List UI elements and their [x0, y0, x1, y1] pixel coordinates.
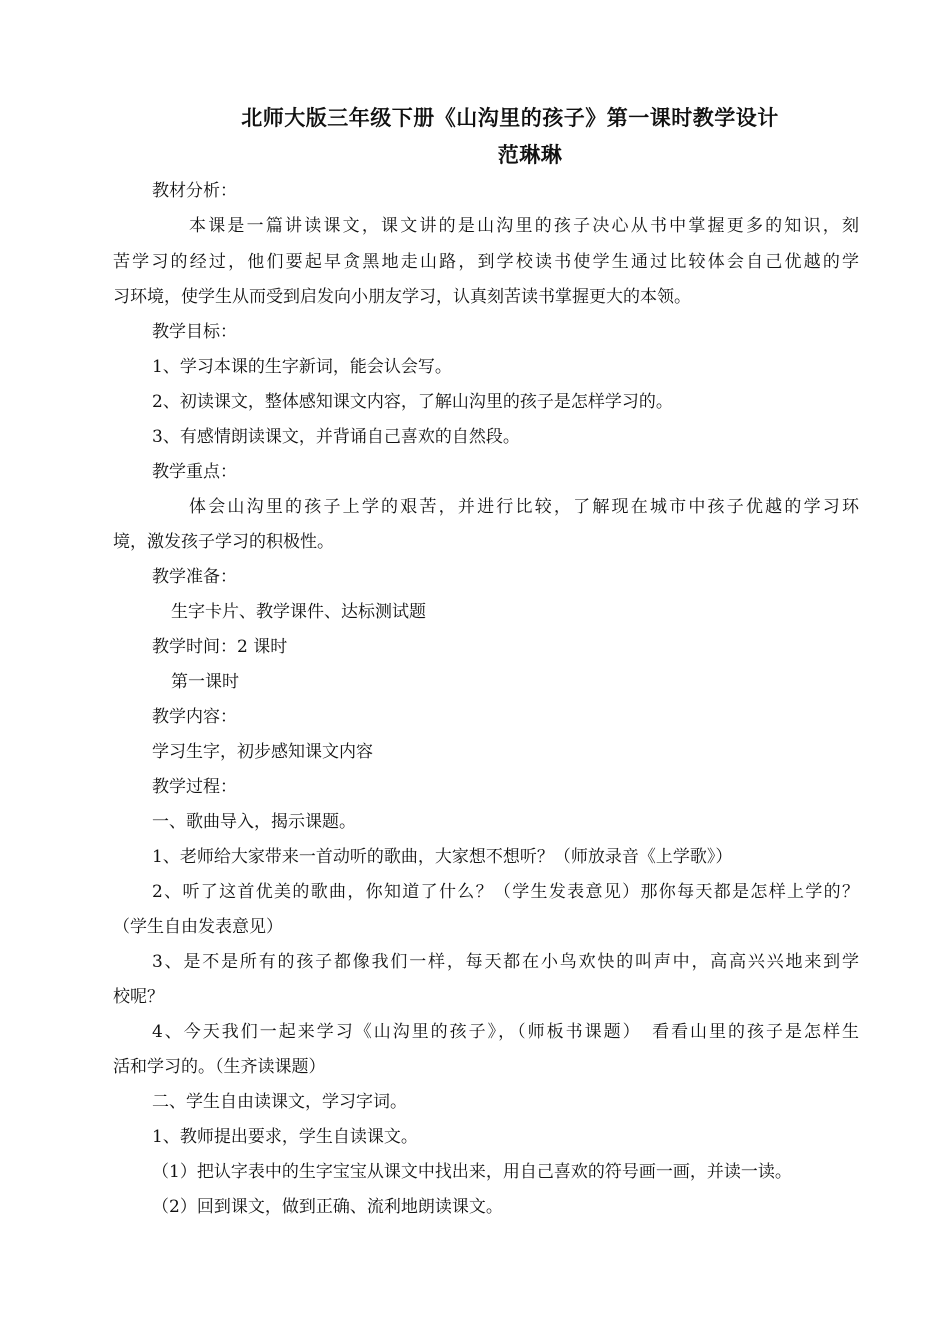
document-author: 范琳琳: [497, 142, 563, 167]
paragraph-line: 生字卡片、教学课件、达标测试题: [171, 602, 426, 622]
paragraph-line: 苦学习的经过，他们要起早贪黑地走山路，到学校读书使学生通过比较体会自己优越的学: [113, 252, 859, 272]
list-item: 3、是不是所有的孩子都像我们一样，每天都在小鸟欢快的叫声中，高高兴兴地来到学: [152, 952, 859, 972]
section-heading: 教学过程：: [152, 777, 237, 797]
list-item: 4、今天我们一起来学习《山沟里的孩子》，（师板书课题） 看看山里的孩子是怎样生: [152, 1022, 859, 1042]
list-item: 一、歌曲导入，揭示课题。: [152, 812, 356, 832]
document-title: 北师大版三年级下册《山沟里的孩子》第一课时教学设计: [241, 105, 779, 130]
paragraph-line: 学习生字，初步感知课文内容: [152, 742, 373, 762]
paragraph-line: 体会山沟里的孩子上学的艰苦，并进行比较，了解现在城市中孩子优越的学习环: [189, 497, 859, 517]
list-item: （2）回到课文，做到正确、流利地朗读课文。: [152, 1197, 503, 1217]
section-heading: 教学目标：: [152, 322, 237, 342]
paragraph-line: （学生自由发表意见）: [113, 917, 283, 937]
paragraph-line: 习环境，使学生从而受到启发向小朋友学习，认真刻苦读书掌握更大的本领。: [113, 287, 691, 307]
section-heading: 教学内容：: [152, 707, 237, 727]
section-heading: 教学准备：: [152, 567, 237, 587]
paragraph-line: 本课是一篇讲读课文，课文讲的是山沟里的孩子决心从书中掌握更多的知识，刻: [189, 216, 859, 236]
list-item: （1）把认字表中的生字宝宝从课文中找出来，用自己喜欢的符号画一画，并读一读。: [152, 1162, 792, 1182]
list-item: 1、学习本课的生字新词，能会认会写。: [152, 357, 452, 377]
list-item: 2、听了这首优美的歌曲，你知道了什么？（学生发表意见）那你每天都是怎样上学的？: [152, 882, 859, 902]
section-heading: 教学重点：: [152, 462, 237, 482]
section-heading: 教材分析：: [152, 181, 237, 201]
list-item: 1、教师提出要求，学生自读课文。: [152, 1127, 418, 1147]
list-item: 1、老师给大家带来一首动听的歌曲，大家想不想听？（师放录音《上学歌》）: [152, 847, 733, 867]
paragraph-line: 校呢？: [113, 987, 164, 1007]
list-item: 二、学生自由读课文，学习字词。: [152, 1092, 407, 1112]
paragraph-line: 境，激发孩子学习的积极性。: [113, 532, 334, 552]
section-heading: 教学时间：2 课时: [152, 637, 288, 657]
list-item: 3、有感情朗读课文，并背诵自己喜欢的自然段。: [152, 427, 520, 447]
paragraph-line: 第一课时: [171, 672, 239, 692]
list-item: 2、初读课文，整体感知课文内容，了解山沟里的孩子是怎样学习的。: [152, 392, 673, 412]
paragraph-line: 活和学习的。（生齐读课题）: [113, 1057, 326, 1077]
